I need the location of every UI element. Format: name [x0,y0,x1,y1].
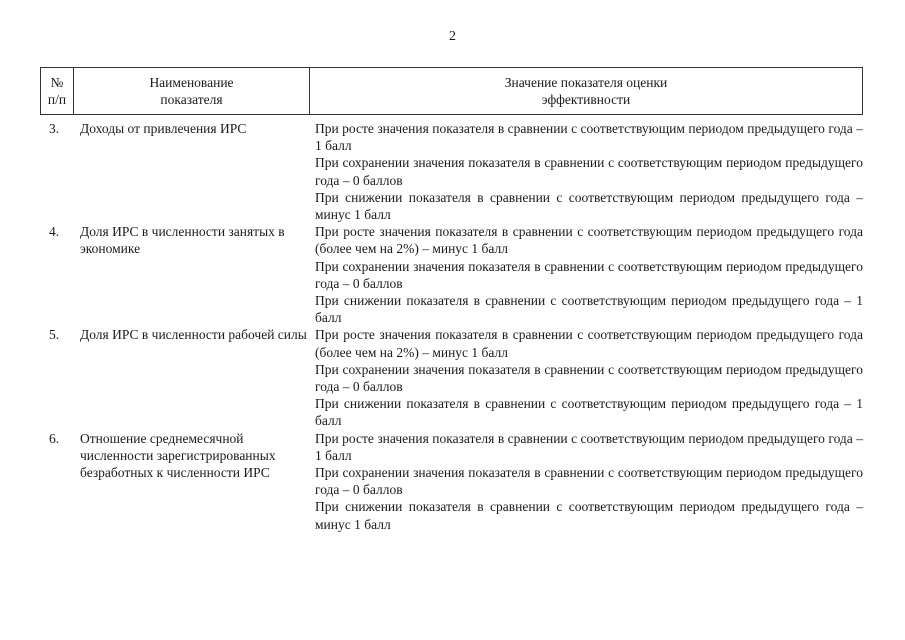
row-number: 4. [49,224,60,240]
value-text: При росте значения показателя в сравнении с соответствующим периодом предыдущего года – 1 балл [315,430,863,463]
header-name-cell [74,68,310,114]
value-text: При снижении показателя в сравнении с соответствующим периодом предыдущего года – минус 1 балл [315,499,863,532]
indicator-name: Доходы от привлечения ИРС [80,121,247,136]
row-number: 5. [49,327,60,343]
page-number: 2 [449,29,456,44]
table-row [40,326,863,429]
value-text: При росте значения показателя в сравнении с соответствующим периодом предыдущего года (более чем на 2%) – минус 1 балл [315,224,863,257]
header-name-line2: показателя [160,92,223,107]
value-text: При сохранении значения показателя в сравнении с соответствующим периодом предыдущего года – 0 баллов [315,361,863,395]
value-text: При сохранении значения показателя в сравнении с соответствующим периодом предыдущего года – 0 баллов [315,258,863,291]
table-row [40,120,863,223]
table-row [40,430,863,533]
row-number: 6. [49,430,60,446]
indicator-name: Отношение среднемесячной численности зарегистрированных безработных к численности ИРС [80,430,276,481]
row-number: 3. [49,121,60,136]
indicator-values [309,120,863,223]
indicator-name: Доля ИРС в численности занятых в экономике [80,224,285,257]
indicator-values [309,223,863,326]
table-header [40,67,863,115]
value-text: При росте значения показателя в сравнении с соответствующим периодом предыдущего года (более чем на 2%) – минус 1 балл [315,327,863,360]
header-value-line2: эффективности [541,92,631,107]
value-text: При сохранении значения показателя в сравнении с соответствующим периодом предыдущего года – 0 баллов [315,155,863,188]
indicator-values [309,430,863,533]
indicator-values [309,326,863,429]
header-value-cell [310,68,862,114]
table-body [40,120,863,533]
value-text: При снижении показателя в сравнении с соответствующим периодом предыдущего года – 1 балл [315,396,863,429]
value-text: При сохранении значения показателя в сравнении с соответствующим периодом предыдущего года – 0 баллов [315,465,863,498]
value-text: При росте значения показателя в сравнении с соответствующим периодом предыдущего года – 1 балл [315,121,863,154]
header-number-line1: № [50,75,64,90]
table-row [40,223,863,326]
header-value-line1: Значение показателя оценки [504,75,668,90]
header-name-line1: Наименование [149,75,234,90]
header-number-line2: п/п [47,92,67,107]
value-text: При снижении показателя в сравнении с соответствующим периодом предыдущего года – 1 балл [315,293,863,326]
indicator-name: Доля ИРС в численности рабочей силы [80,327,307,343]
value-text: При снижении показателя в сравнении с соответствующим периодом предыдущего года – минус 1 балл [315,189,863,223]
header-number-cell [41,68,74,114]
